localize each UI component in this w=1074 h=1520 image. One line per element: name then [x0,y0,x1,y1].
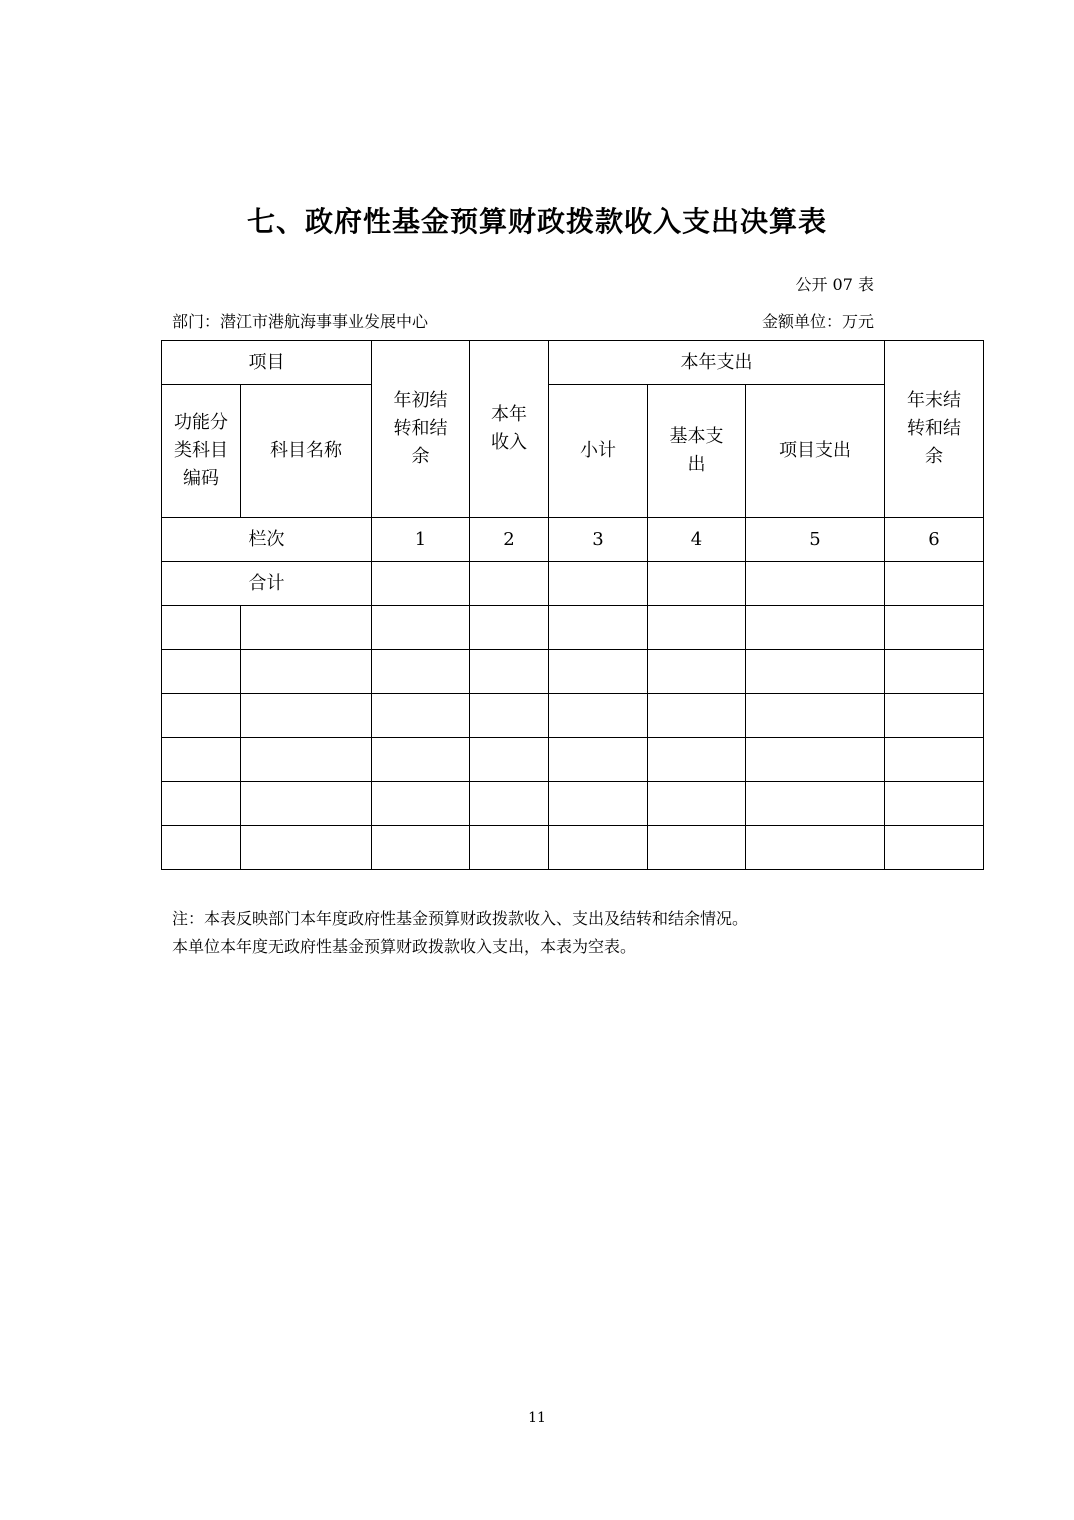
table-cell [648,606,746,650]
table-cell [885,738,984,782]
table-cell [549,650,648,694]
table-cell [162,782,241,826]
table-cell [372,782,470,826]
table-cell [241,782,372,826]
table-row [162,694,984,738]
table-cell [241,826,372,870]
table-cell [470,650,549,694]
table-cell [549,826,648,870]
table-row [162,650,984,694]
table-cell [372,826,470,870]
table-cell [470,562,549,606]
table-cell [648,826,746,870]
table-cell [241,606,372,650]
table-cell [746,650,885,694]
table-cell [549,694,648,738]
table-cell [549,562,648,606]
header-income: 本年 收入 [470,341,549,518]
page-title: 七、政府性基金预算财政拨款收入支出决算表 [246,205,827,238]
table-cell [746,738,885,782]
table-cell [549,782,648,826]
table-cell [746,606,885,650]
col-number-1: 1 [372,518,470,562]
table-cell [549,738,648,782]
table-cell [470,606,549,650]
table-cell [746,782,885,826]
table-row [162,606,984,650]
table-cell [746,694,885,738]
col-number-5: 5 [746,518,885,562]
form-number: 公开 07 表 [795,275,874,294]
table-cell [162,650,241,694]
table-cell [549,606,648,650]
note-line-2: 本单位本年度无政府性基金预算财政拨款收入支出，本表为空表。 [172,937,637,956]
table-cell [885,562,984,606]
note [172,905,748,961]
table-cell [372,650,470,694]
header-project-expense: 项目支出 [746,385,885,518]
row-total-label: 合计 [162,562,372,606]
table-cell [241,738,372,782]
table-cell [470,782,549,826]
table-cell [372,562,470,606]
table-cell [162,694,241,738]
table-cell [162,738,241,782]
table-cell [470,694,549,738]
table-cell [372,694,470,738]
header-subtotal: 小计 [549,385,648,518]
table-cell [746,826,885,870]
table-cell [648,562,746,606]
table-cell [372,738,470,782]
header-end-balance: 年末结 转和结 余 [885,341,984,518]
department-label: 部门：潜江市港航海事事业发展中心 [172,312,429,331]
header-basic: 基本支 出 [648,385,746,518]
total-row [162,562,984,606]
table-cell [372,606,470,650]
table-row [162,782,984,826]
table-cell [885,606,984,650]
page-number: 11 [528,1410,546,1426]
budget-table [161,340,984,870]
note-line-1: 注：本表反映部门本年度政府性基金预算财政拨款收入、支出及结转和结余情况。 [172,909,749,928]
table-row [162,826,984,870]
table-cell [470,738,549,782]
table-cell [648,650,746,694]
col-number-6: 6 [885,518,984,562]
table-cell [648,782,746,826]
header-begin-balance: 年初结 转和结 余 [372,341,470,518]
unit-label: 金额单位：万元 [761,312,874,331]
table-cell [885,650,984,694]
header-project: 项目 [162,341,372,385]
table-cell [241,650,372,694]
column-number-row [162,518,984,562]
col-number-4: 4 [648,518,746,562]
table-cell [746,562,885,606]
table-cell [885,782,984,826]
table-row [162,738,984,782]
table-cell [648,694,746,738]
table-cell [885,694,984,738]
col-number-2: 2 [470,518,549,562]
row-col-label: 栏次 [162,518,372,562]
table-cell [162,826,241,870]
header-expense: 本年支出 [549,341,885,385]
header-code: 功能分 类科目 编码 [162,385,241,518]
table-cell [648,738,746,782]
table-cell [885,826,984,870]
header-name: 科目名称 [241,385,372,518]
table-cell [162,606,241,650]
col-number-3: 3 [549,518,648,562]
table-cell [470,826,549,870]
table-cell [241,694,372,738]
